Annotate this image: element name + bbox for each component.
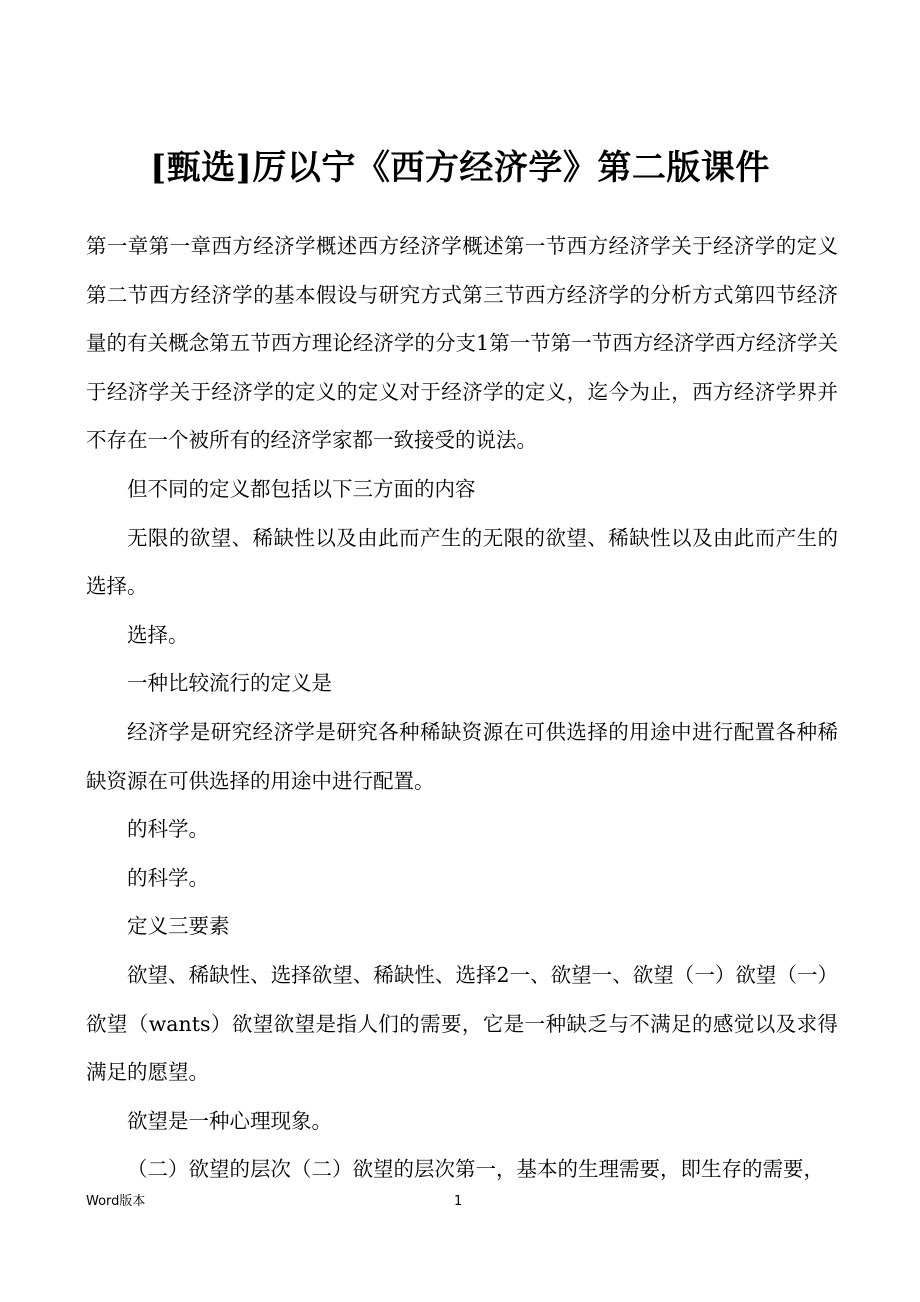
paragraph: 经济学是研究经济学是研究各种稀缺资源在可供选择的用途中进行配置各种稀缺资源在可供选择的用途中进行配置。 xyxy=(86,719,838,793)
paragraph: 定义三要素 xyxy=(127,914,230,939)
paragraph: 欲望是一种心理现象。 xyxy=(127,1108,332,1133)
paragraph: 的科学。 xyxy=(127,865,209,890)
paragraph: 欲望、稀缺性、选择欲望、稀缺性、选择2一、欲望一、欲望（一）欲望（一）欲望（wants）欲望欲望是指人们的需要，它是一种缺乏与不满足的感觉以及求得满足的愿望。 xyxy=(86,962,838,1085)
document-title: [甄选]厉以宁《西方经济学》第二版课件 xyxy=(150,148,770,188)
footer-label: Word版本 xyxy=(86,1194,146,1209)
paragraph: 一种比较流行的定义是 xyxy=(127,671,332,696)
paragraph: 无限的欲望、稀缺性以及由此而产生的无限的欲望、稀缺性以及由此而产生的选择。 xyxy=(86,525,838,599)
paragraph: （二）欲望的层次（二）欲望的层次第一，基本的生理需要，即生存的需要， xyxy=(127,1157,824,1182)
paragraph: 选择。 xyxy=(127,622,189,647)
page-number: 1 xyxy=(454,1194,463,1209)
paragraph: 的科学。 xyxy=(127,817,209,842)
paragraph: 第一章第一章西方经济学概述西方经济学概述第一节西方经济学关于经济学的定义第二节西方经济学的基本假设与研究方式第三节西方经济学的分析方式第四节经济量的有关概念第五节西方理论经济学的分支1第一节第一节西方经济学西方经济学关于经济学关于经济学的定义的定义对于经济学的定义，迄今为止，西方经济学界并不存在一个被所有的经济学家都一致接受的说法。 xyxy=(86,234,838,453)
paragraph: 但不同的定义都包括以下三方面的内容 xyxy=(127,476,476,501)
document-body xyxy=(86,222,838,1194)
